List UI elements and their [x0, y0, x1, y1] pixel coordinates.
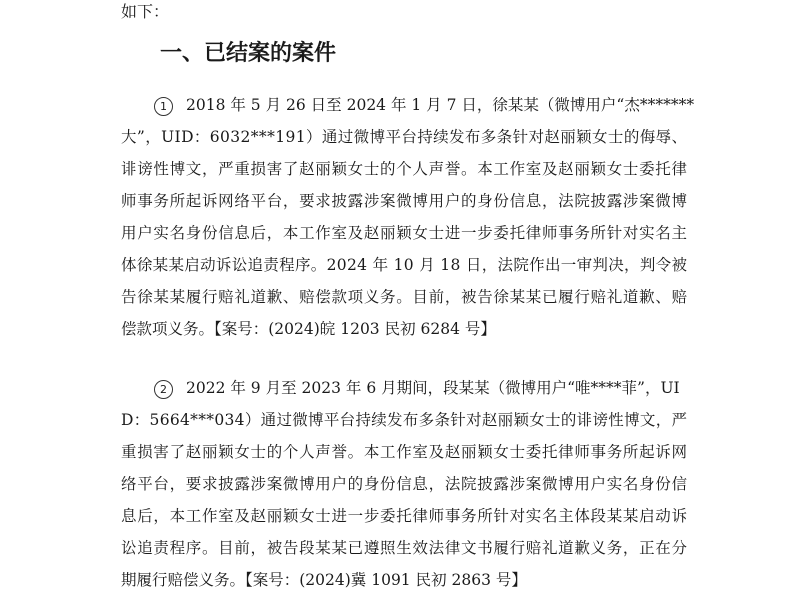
- paragraph-line: 讼追责程序。目前，被告段某某已遵照生效法律文书履行赔礼道歉义务，正在分: [121, 539, 688, 557]
- case-paragraph-2: [121, 372, 687, 596]
- line-text: 2018 年 5 月 26 日至 2024 年 1 月 7 日，徐某某（微博用户“杰*******: [186, 96, 695, 114]
- paragraph-line: D：5664***034）通过微博平台持续发布多条针对赵丽颖女士的诽谤性博文，严: [121, 411, 688, 429]
- paragraph-line: [121, 89, 695, 121]
- line-text: 2022 年 9 月至 2023 年 6 月期间，段某某（微博用户“唯****菲”，UI: [186, 379, 680, 397]
- paragraph-line: 诽谤性博文，严重损害了赵丽颖女士的个人声誉。本工作室及赵丽颖女士委托律: [121, 160, 688, 178]
- paragraph-line: 告徐某某履行赔礼道歉、赔偿款项义务。目前，被告徐某某已履行赔礼道歉、赔: [121, 288, 688, 306]
- paragraph-line: 大”，UID：6032***191）通过微博平台持续发布多条针对赵丽颖女士的侮辱、: [121, 128, 688, 146]
- paragraph-line: 重损害了赵丽颖女士的个人声誉。本工作室及赵丽颖女士委托律师事务所起诉网: [121, 443, 688, 461]
- circled-number-1: 1: [154, 97, 173, 116]
- paragraph-line: 期履行赔偿义务。【案号：(2024)冀 1091 民初 2863 号】: [121, 571, 527, 589]
- circled-number-2: 2: [154, 380, 173, 399]
- section-heading: 一、已结案的案件: [160, 41, 337, 66]
- intro-text: 如下：: [121, 2, 170, 21]
- paragraph-line: 体徐某某启动诉讼追责程序。2024 年 10 月 18 日，法院作出一审判决，判令被: [121, 256, 688, 274]
- paragraph-line: 络平台，要求披露涉案微博用户的身份信息，法院披露涉案微博用户实名身份信: [121, 475, 688, 493]
- paragraph-line: 息后，本工作室及赵丽颖女士进一步委托律师事务所针对实名主体段某某启动诉: [121, 507, 688, 525]
- paragraph-line: [121, 372, 687, 404]
- paragraph-line: 用户实名身份信息后，本工作室及赵丽颖女士进一步委托律师事务所针对实名主: [121, 224, 688, 242]
- paragraph-line: 师事务所起诉网络平台，要求披露涉案微博用户的身份信息，法院披露涉案微博: [121, 192, 688, 210]
- paragraph-line: 偿款项义务。【案号：(2024)皖 1203 民初 6284 号】: [121, 320, 496, 338]
- case-paragraph-1: [121, 89, 695, 345]
